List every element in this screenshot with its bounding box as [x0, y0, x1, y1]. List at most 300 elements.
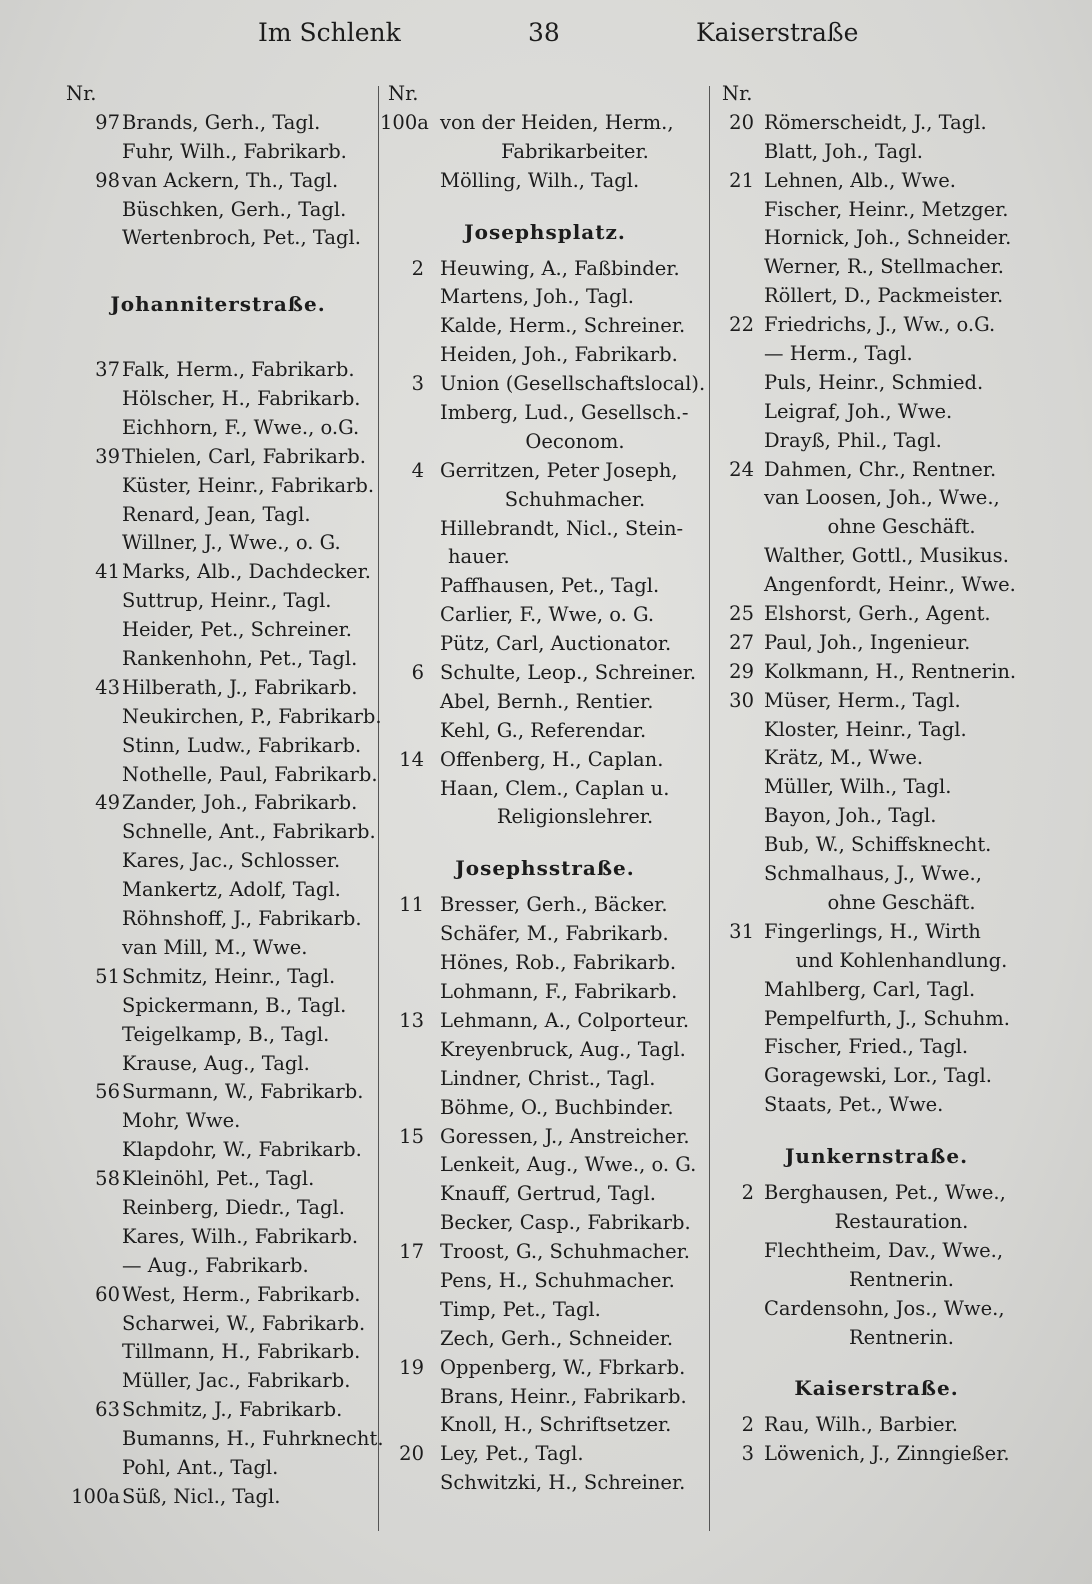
- directory-entry: [58, 501, 378, 530]
- entry-continuation: und Kohlenhandlung.: [795, 948, 1008, 972]
- directory-entry: [58, 385, 378, 414]
- resident-name: van Mill, M., Wwe.: [122, 935, 308, 959]
- directory-entry: [58, 224, 378, 253]
- resident-name: Kolkmann, H., Rentnerin.: [764, 659, 1017, 683]
- directory-entry: [714, 167, 1039, 196]
- resident-name: van Loosen, Joh., Wwe.,: [764, 486, 1000, 510]
- directory-entry: [58, 1367, 378, 1396]
- directory-entry: [380, 486, 710, 515]
- resident-name: Pempelfurth, J., Schuhm.: [764, 1006, 1010, 1030]
- directory-entry: [380, 255, 710, 284]
- resident-name: Schnelle, Ant., Fabrikarb.: [122, 820, 376, 844]
- resident-name: Böhme, O., Buchbinder.: [440, 1095, 674, 1119]
- directory-entry: [714, 571, 1039, 600]
- column-3: [714, 80, 1039, 1469]
- directory-entry: [380, 399, 710, 428]
- house-number: 31: [729, 919, 754, 943]
- directory-entry: [714, 1208, 1039, 1237]
- house-number: 41: [95, 560, 120, 584]
- house-number: 39: [95, 444, 120, 468]
- directory-entry: [58, 1454, 378, 1483]
- house-number: 17: [399, 1240, 424, 1264]
- resident-name: Leigraf, Joh., Wwe.: [764, 399, 953, 423]
- resident-name: Lehnen, Alb., Wwe.: [764, 168, 956, 192]
- directory-entry: [58, 732, 378, 761]
- house-number: 3: [741, 1442, 754, 1466]
- directory-entry: [380, 920, 710, 949]
- house-number: 100a: [71, 1484, 120, 1508]
- resident-name: Müller, Wilh., Tagl.: [764, 775, 952, 799]
- resident-name: Brands, Gerh., Tagl.: [122, 110, 321, 134]
- entry-continuation: Rentnerin.: [848, 1267, 955, 1291]
- resident-name: West, Herm., Fabrikarb.: [122, 1282, 361, 1306]
- directory-entry: [380, 1354, 710, 1383]
- directory-entry: [380, 428, 710, 457]
- directory-entry: [58, 934, 378, 963]
- directory-entry: [714, 196, 1039, 225]
- resident-name: Nothelle, Paul, Fabrikarb.: [122, 762, 378, 786]
- house-number: 20: [729, 110, 754, 134]
- house-number: 13: [399, 1008, 424, 1032]
- directory-entry: [380, 283, 710, 312]
- entry-continuation: ohne Geschäft.: [827, 890, 976, 914]
- directory-entry: [714, 802, 1039, 831]
- resident-name: Schmalhaus, J., Wwe.,: [764, 862, 982, 886]
- directory-entry: [380, 1151, 710, 1180]
- house-number: 19: [399, 1355, 424, 1379]
- directory-entry: [714, 918, 1039, 947]
- resident-name: Fischer, Fried., Tagl.: [764, 1035, 969, 1059]
- house-number: 98: [95, 168, 120, 192]
- directory-entry: [380, 1238, 710, 1267]
- resident-name: Werner, R., Stellmacher.: [764, 255, 1004, 279]
- house-number: 24: [729, 457, 754, 481]
- resident-name: Schulte, Leop., Schreiner.: [440, 661, 697, 685]
- spacer: [380, 832, 710, 846]
- resident-name: Troost, G., Schuhmacher.: [440, 1240, 690, 1264]
- resident-name: Neukirchen, P., Fabrikarb.: [122, 704, 382, 728]
- directory-entry: [380, 1325, 710, 1354]
- street-heading: Kaiserstraße.: [794, 1376, 959, 1401]
- number-column-label: [380, 80, 710, 109]
- resident-name: Blatt, Joh., Tagl.: [764, 139, 924, 163]
- resident-name: Union (Gesellschaftslocal).: [440, 372, 706, 396]
- directory-entry: [380, 1469, 710, 1498]
- directory-entry: [380, 1296, 710, 1325]
- directory-entry: [58, 1078, 378, 1107]
- resident-name: Hönes, Rob., Fabrikarb.: [440, 951, 677, 975]
- directory-entry: [714, 1062, 1039, 1091]
- resident-name: Schwitzki, H., Schreiner.: [440, 1471, 686, 1495]
- resident-name: Abel, Bernh., Rentier.: [440, 689, 654, 713]
- house-number: 2: [411, 256, 424, 280]
- resident-name: Friedrichs, J., Ww., o.G.: [764, 313, 996, 337]
- resident-name: Heider, Pet., Schreiner.: [122, 618, 353, 642]
- directory-entry: [380, 1440, 710, 1469]
- directory-entry: [714, 773, 1039, 802]
- resident-name: Römerscheidt, J., Tagl.: [764, 110, 987, 134]
- directory-entry: [380, 1383, 710, 1412]
- directory-entry: [380, 717, 710, 746]
- directory-entry: [714, 484, 1039, 513]
- directory-entry: [380, 1209, 710, 1238]
- directory-entry: [380, 457, 710, 486]
- directory-entry: [58, 1252, 378, 1281]
- resident-name: Carlier, F., Wwe, o. G.: [440, 603, 655, 627]
- directory-entry: [714, 744, 1039, 773]
- directory-entry: [714, 369, 1039, 398]
- directory-entry: [714, 1440, 1039, 1469]
- directory-entry: [714, 1005, 1039, 1034]
- directory-entry: [58, 963, 378, 992]
- resident-name: Röllert, D., Packmeister.: [764, 284, 1004, 308]
- directory-entry: [58, 167, 378, 196]
- street-heading: Johanniterstraße.: [110, 292, 326, 317]
- resident-name: Marks, Alb., Dachdecker.: [122, 560, 371, 584]
- directory-entry: [58, 587, 378, 616]
- house-number: 37: [95, 358, 120, 382]
- header-left-street: Im Schlenk: [258, 18, 401, 47]
- directory-entry: [380, 601, 710, 630]
- house-number: 2: [741, 1413, 754, 1437]
- resident-name: Kehl, G., Referendar.: [440, 718, 647, 742]
- directory-entry: [58, 761, 378, 790]
- house-number: 97: [95, 110, 120, 134]
- directory-entry: [380, 167, 710, 196]
- resident-name: Paffhausen, Pet., Tagl.: [440, 574, 660, 598]
- entry-continuation: Religionslehrer.: [496, 805, 654, 829]
- resident-name: Puls, Heinr., Schmied.: [764, 370, 984, 394]
- resident-name: Reinberg, Diedr., Tagl.: [122, 1195, 345, 1219]
- house-number: 56: [95, 1080, 120, 1104]
- house-number: 30: [729, 688, 754, 712]
- resident-name: Tillmann, H., Fabrikarb.: [122, 1340, 361, 1364]
- resident-name: Klapdohr, W., Fabrikarb.: [122, 1138, 362, 1162]
- directory-entry: [380, 659, 710, 688]
- entry-continuation: ohne Geschäft.: [827, 515, 976, 539]
- directory-entry: [380, 949, 710, 978]
- resident-name: Oppenberg, W., Fbrkarb.: [440, 1355, 686, 1379]
- resident-name: Teigelkamp, B., Tagl.: [122, 1022, 330, 1046]
- resident-name: Imberg, Lud., Gesellsch.-: [440, 401, 689, 425]
- directory-entry: [714, 1295, 1039, 1324]
- resident-name: Büschken, Gerh., Tagl.: [122, 197, 347, 221]
- directory-entry: [58, 1136, 378, 1165]
- resident-name: von der Heiden, Herm.,: [440, 110, 674, 134]
- resident-name: Timp, Pet., Tagl.: [440, 1297, 601, 1321]
- resident-name: Bumanns, H., Fuhrknecht.: [122, 1427, 384, 1451]
- resident-name: Lenkeit, Aug., Wwe., o. G.: [440, 1153, 697, 1177]
- house-number: 22: [729, 313, 754, 337]
- number-column-label: [714, 80, 1039, 109]
- directory-entry: [380, 1411, 710, 1440]
- resident-name: Hornick, Joh., Schneider.: [764, 226, 1012, 250]
- resident-name: Röhnshoff, J., Fabrikarb.: [122, 907, 362, 931]
- directory-entry: [58, 196, 378, 225]
- directory-entry: [58, 645, 378, 674]
- number-column-label: [58, 80, 378, 109]
- directory-entry: [380, 138, 710, 167]
- resident-name: Mankertz, Adolf, Tagl.: [122, 878, 341, 902]
- resident-name: Kares, Wilh., Fabrikarb.: [122, 1224, 359, 1248]
- directory-entry: [58, 1165, 378, 1194]
- resident-name: Haan, Clem., Caplan u.: [440, 776, 670, 800]
- resident-name: Fingerlings, H., Wirth: [764, 919, 981, 943]
- directory-entry: [714, 282, 1039, 311]
- resident-name: Süß, Nicl., Tagl.: [122, 1484, 281, 1508]
- resident-name: Hölscher, H., Fabrikarb.: [122, 387, 361, 411]
- directory-entry: [714, 1033, 1039, 1062]
- resident-name: Suttrup, Heinr., Tagl.: [122, 589, 332, 613]
- street-heading: Junkernstraße.: [784, 1144, 969, 1169]
- resident-name: Eichhorn, F., Wwe., o.G.: [122, 415, 360, 439]
- directory-entry: [58, 674, 378, 703]
- directory-entry: [714, 398, 1039, 427]
- directory-entry: [58, 1483, 378, 1512]
- directory-entry: [380, 1036, 710, 1065]
- resident-name: Becker, Casp., Fabrikarb.: [440, 1211, 691, 1235]
- resident-name: van Ackern, Th., Tagl.: [122, 168, 339, 192]
- resident-name: Pens, H., Schuhmacher.: [440, 1268, 675, 1292]
- directory-entry: [58, 703, 382, 732]
- directory-entry: [380, 543, 710, 572]
- resident-name: Goragewski, Lor., Tagl.: [764, 1064, 992, 1088]
- house-number: 15: [399, 1124, 424, 1148]
- directory-entry: [58, 905, 378, 934]
- house-number: 29: [729, 659, 754, 683]
- directory-entry: [58, 818, 378, 847]
- house-number: 60: [95, 1282, 120, 1306]
- directory-entry: [380, 688, 710, 717]
- resident-name: Kleinöhl, Pet., Tagl.: [122, 1167, 315, 1191]
- resident-name: Lindner, Christ., Tagl.: [440, 1066, 656, 1090]
- column-1: [58, 80, 384, 1512]
- house-number: 43: [95, 675, 120, 699]
- column-divider: [378, 86, 379, 1531]
- resident-name: Bayon, Joh., Tagl.: [764, 804, 937, 828]
- resident-name: Spickermann, B., Tagl.: [122, 993, 347, 1017]
- directory-entry: [380, 1094, 710, 1123]
- directory-entry: [58, 1107, 378, 1136]
- resident-name: Schmitz, Heinr., Tagl.: [122, 964, 336, 988]
- resident-name: Zander, Joh., Fabrikarb.: [122, 791, 358, 815]
- directory-entry: [380, 1180, 710, 1209]
- house-number: 25: [729, 602, 754, 626]
- resident-name: Hilberath, J., Fabrikarb.: [122, 675, 358, 699]
- house-number: 14: [399, 747, 424, 771]
- directory-entry: [58, 1050, 378, 1079]
- resident-name: Zech, Gerh., Schneider.: [440, 1326, 674, 1350]
- spacer: [714, 1120, 1039, 1134]
- directory-entry: [714, 1179, 1039, 1208]
- resident-name: Brans, Heinr., Fabrikarb.: [440, 1384, 687, 1408]
- house-number: 6: [411, 661, 424, 685]
- directory-entry: [58, 1338, 378, 1367]
- resident-name: Kalde, Herm., Schreiner.: [440, 314, 686, 338]
- entry-continuation: Rentnerin.: [848, 1325, 955, 1349]
- resident-name: Pütz, Carl, Auctionator.: [440, 632, 672, 656]
- nr-label: Nr.: [66, 82, 97, 105]
- resident-name: Willner, J., Wwe., o. G.: [122, 531, 341, 555]
- resident-name: Bresser, Gerh., Bäcker.: [440, 893, 668, 917]
- page-number: 38: [528, 18, 560, 47]
- directory-entry: [58, 1310, 378, 1339]
- resident-name: Mahlberg, Carl, Tagl.: [764, 977, 976, 1001]
- resident-name: Cardensohn, Jos., Wwe.,: [764, 1296, 1005, 1320]
- resident-name: — Herm., Tagl.: [764, 342, 913, 366]
- directory-entry: [58, 1396, 378, 1425]
- house-number: 49: [95, 791, 120, 815]
- directory-entry: [380, 1267, 710, 1296]
- directory-entry: [714, 716, 1039, 745]
- directory-entry: [714, 658, 1039, 687]
- directory-entry: [714, 860, 1039, 889]
- house-number: 11: [399, 893, 424, 917]
- resident-name: Ley, Pet., Tagl.: [440, 1442, 584, 1466]
- directory-entry: [714, 456, 1039, 485]
- directory-entry: [380, 370, 710, 399]
- directory-entry: [380, 1065, 710, 1094]
- directory-entry: [58, 529, 378, 558]
- directory-entry: [58, 472, 378, 501]
- resident-name: Scharwei, W., Fabrikarb.: [122, 1311, 366, 1335]
- directory-entry: [58, 443, 378, 472]
- directory-entry: [714, 138, 1039, 167]
- directory-entry: [58, 1194, 378, 1223]
- directory-entry: [714, 687, 1039, 716]
- directory-entry: [58, 558, 378, 587]
- house-number: 21: [729, 168, 754, 192]
- resident-name: Surmann, W., Fabrikarb.: [122, 1080, 364, 1104]
- directory-entry: [58, 1223, 378, 1252]
- resident-name: Elshorst, Gerh., Agent.: [764, 602, 991, 626]
- directory-entry: [380, 746, 710, 775]
- house-number: 51: [95, 964, 120, 988]
- directory-entry: [58, 1425, 384, 1454]
- directory-entry: [58, 789, 378, 818]
- resident-name: Lehmann, A., Colporteur.: [440, 1008, 690, 1032]
- directory-entry: [58, 992, 378, 1021]
- resident-name: Fuhr, Wilh., Fabrikarb.: [122, 139, 347, 163]
- street-heading: Josephsplatz.: [464, 219, 626, 244]
- spacer: [58, 327, 378, 356]
- resident-name: Knoll, H., Schriftsetzer.: [440, 1413, 672, 1437]
- spacer: [58, 253, 378, 282]
- directory-entry: [58, 138, 378, 167]
- resident-name: Falk, Herm., Fabrikarb.: [122, 358, 355, 382]
- directory-entry: [714, 542, 1039, 571]
- directory-entry: [380, 630, 710, 659]
- resident-name: Knauff, Gertrud, Tagl.: [440, 1182, 656, 1206]
- resident-name: Kares, Jac., Schlosser.: [122, 849, 341, 873]
- resident-name: Wertenbroch, Pet., Tagl.: [122, 226, 361, 250]
- resident-name: Mohr, Wwe.: [122, 1109, 241, 1133]
- entry-continuation: Fabrikarbeiter.: [501, 139, 649, 163]
- column-2: [380, 80, 710, 1498]
- resident-name: Gerritzen, Peter Joseph,: [440, 458, 678, 482]
- directory-entry: [714, 600, 1039, 629]
- resident-name: Dahmen, Chr., Rentner.: [764, 457, 997, 481]
- house-number: 58: [95, 1167, 120, 1191]
- directory-entry: [58, 1021, 378, 1050]
- directory-entry: [714, 1324, 1039, 1353]
- resident-name: Schmitz, J., Fabrikarb.: [122, 1398, 343, 1422]
- directory-entry: [714, 253, 1039, 282]
- directory-entry: [714, 340, 1039, 369]
- house-number: 3: [411, 372, 424, 396]
- directory-entry: [714, 889, 1039, 918]
- house-number: 20: [399, 1442, 424, 1466]
- resident-name: Bub, W., Schiffsknecht.: [764, 833, 992, 857]
- entry-continuation: Restauration.: [834, 1209, 969, 1233]
- house-number: 100a: [380, 110, 429, 134]
- resident-name: Müser, Herm., Tagl.: [764, 688, 961, 712]
- directory-entry: [714, 311, 1039, 340]
- resident-name: Mölling, Wilh., Tagl.: [440, 168, 640, 192]
- resident-name: Goressen, J., Anstreicher.: [440, 1124, 690, 1148]
- directory-entry: [380, 109, 710, 138]
- resident-name: Renard, Jean, Tagl.: [122, 502, 311, 526]
- directory-entry: [380, 891, 710, 920]
- directory-entry: [714, 1091, 1039, 1120]
- directory-entry: [714, 1411, 1039, 1440]
- resident-name: Krätz, M., Wwe.: [764, 746, 924, 770]
- directory-entry: [714, 947, 1039, 976]
- resident-name: Rau, Wilh., Barbier.: [764, 1413, 958, 1437]
- resident-name: Drayß, Phil., Tagl.: [764, 428, 942, 452]
- resident-name: Angenfordt, Heinr., Wwe.: [764, 573, 1016, 597]
- directory-entry: [58, 616, 378, 645]
- entry-continuation: Oeconom.: [525, 429, 625, 453]
- directory-entry: [714, 224, 1039, 253]
- house-number: 63: [95, 1398, 120, 1422]
- directory-entry: [714, 1266, 1039, 1295]
- resident-name: Krause, Aug., Tagl.: [122, 1051, 310, 1075]
- directory-entry: [380, 572, 710, 601]
- resident-name: Küster, Heinr., Fabrikarb.: [122, 473, 375, 497]
- house-number: 27: [729, 630, 754, 654]
- resident-name: Löwenich, J., Zinngießer.: [764, 1442, 1010, 1466]
- directory-entry: [58, 414, 378, 443]
- resident-name: Offenberg, H., Caplan.: [440, 747, 664, 771]
- resident-name: Hillebrandt, Nicl., Stein-: [440, 516, 684, 540]
- entry-continuation: Schuhmacher.: [504, 487, 646, 511]
- resident-name: Berghausen, Pet., Wwe.,: [764, 1181, 1006, 1205]
- directory-entry: [58, 109, 378, 138]
- directory-entry: [380, 978, 710, 1007]
- resident-name: Paul, Joh., Ingenieur.: [764, 630, 971, 654]
- nr-label: Nr.: [388, 82, 419, 105]
- directory-entry: [380, 515, 710, 544]
- directory-entry: [714, 427, 1039, 456]
- resident-name: Staats, Pet., Wwe.: [764, 1093, 944, 1117]
- directory-entry: [714, 109, 1039, 138]
- header-right-street: Kaiserstraße: [696, 18, 859, 47]
- directory-entry: [58, 847, 378, 876]
- resident-name: Pohl, Ant., Tagl.: [122, 1455, 279, 1479]
- directory-entry: [380, 312, 710, 341]
- resident-name: Lohmann, F., Fabrikarb.: [440, 980, 678, 1004]
- directory-entry: [714, 1237, 1039, 1266]
- resident-name: Walther, Gottl., Musikus.: [764, 544, 1009, 568]
- nr-label: Nr.: [722, 82, 753, 105]
- resident-name: Heuwing, A., Faßbinder.: [440, 256, 680, 280]
- resident-name: Flechtheim, Dav., Wwe.,: [764, 1238, 1004, 1262]
- resident-name: Schäfer, M., Fabrikarb.: [440, 922, 669, 946]
- resident-name: Thielen, Carl, Fabrikarb.: [122, 444, 366, 468]
- directory-entry: [58, 356, 378, 385]
- directory-entry: [58, 876, 378, 905]
